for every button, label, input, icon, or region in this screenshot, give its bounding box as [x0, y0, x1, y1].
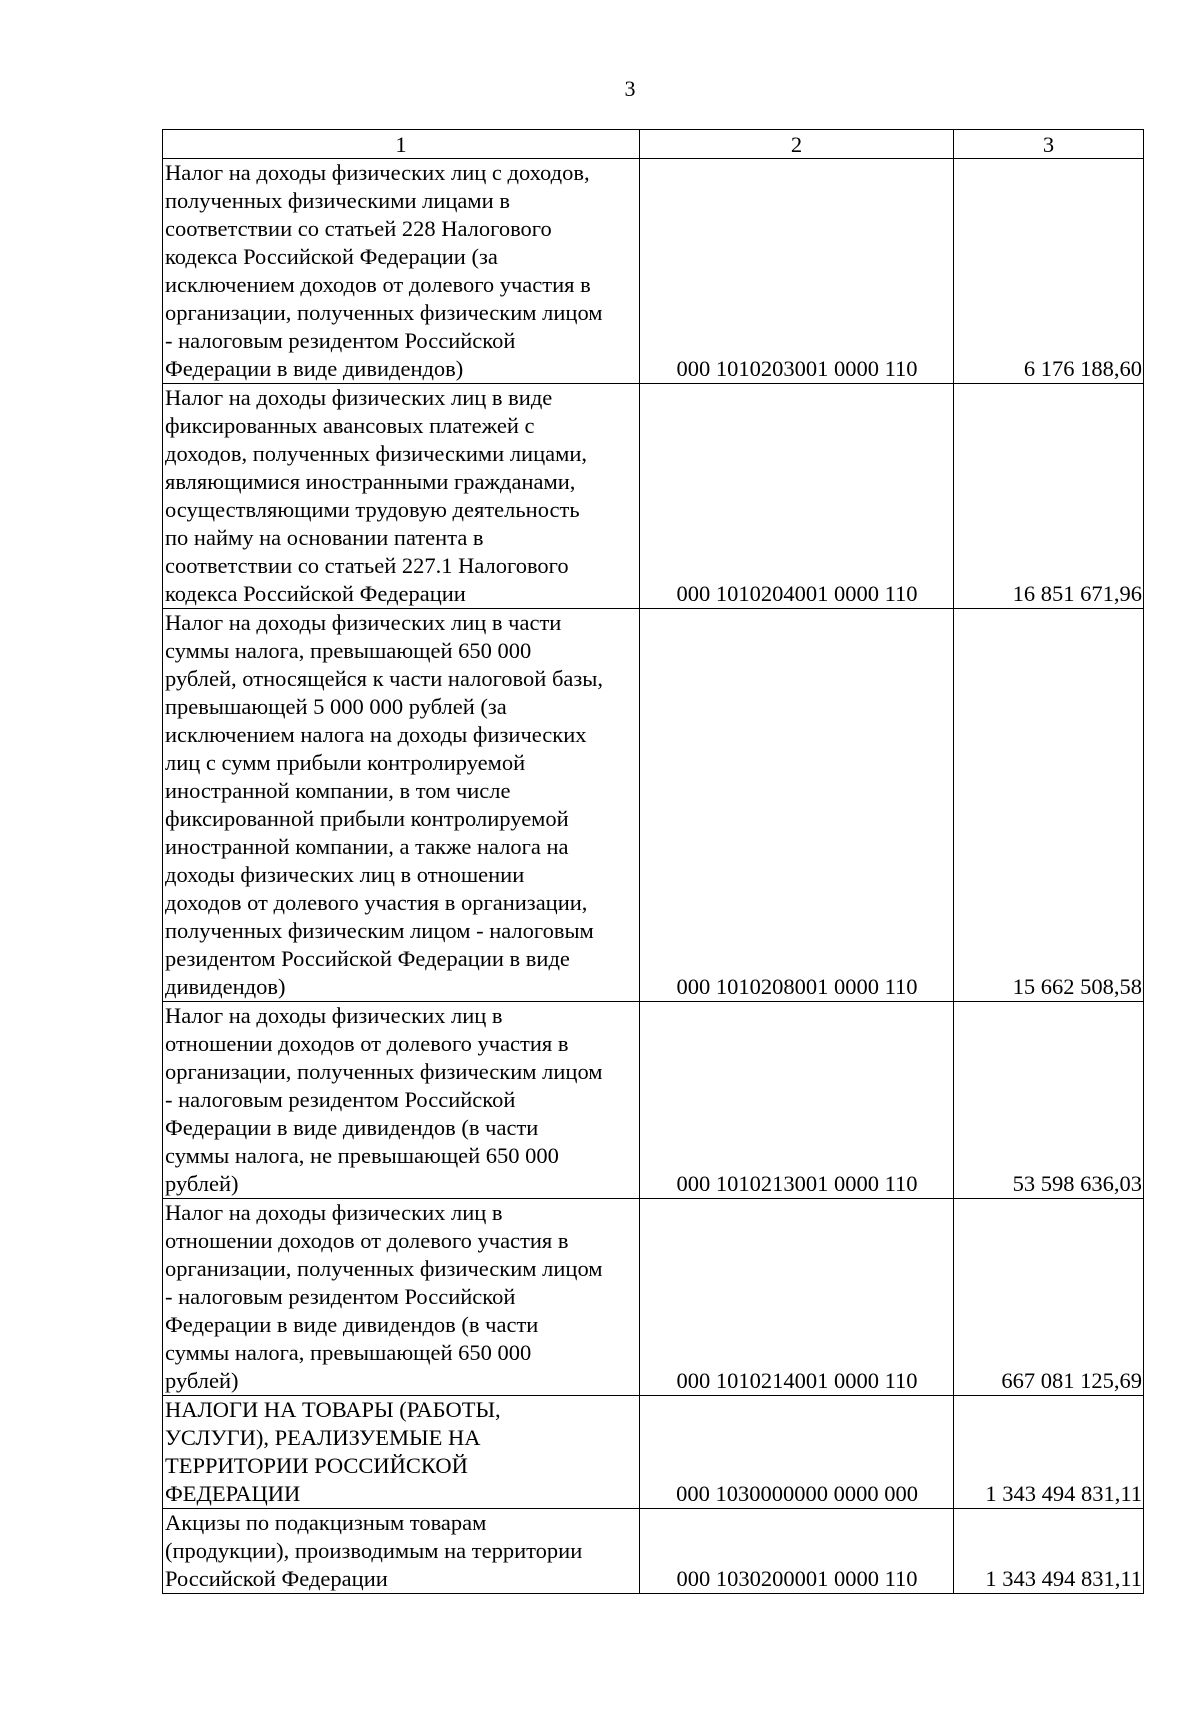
row-amount: 16 851 671,96: [954, 384, 1144, 609]
table-row: [163, 159, 1144, 384]
row-amount: 15 662 508,58: [954, 609, 1144, 1002]
column-header-3: 3: [954, 130, 1144, 159]
row-code: 000 1030000000 0000 000: [640, 1396, 954, 1509]
row-code: 000 1010203001 0000 110: [640, 159, 954, 384]
row-name: Налог на доходы физических лиц в отношении доходов от долевого участия в организации, полученных физическим лицом - налоговым резидентом Российской Федерации в виде дивидендов (в части суммы налога, не превышающей 650 000 рублей): [163, 1002, 640, 1199]
revenue-table: [162, 129, 1144, 1594]
row-code: 000 1010214001 0000 110: [640, 1199, 954, 1396]
table-row: [163, 1002, 1144, 1199]
row-amount: 1 343 494 831,11: [954, 1509, 1144, 1594]
row-name: Налог на доходы физических лиц в части суммы налога, превышающей 650 000 рублей, относящейся к части налоговой базы, превышающей 5 000 000 рублей (за исключением налога на доходы физических лиц с сумм прибыли контролируемой иностранной компании, в том числе фиксированной прибыли контролируемой иностранной компании, а также налога на доходы физических лиц в отношении доходов от долевого участия в организации, полученных физическим лицом - налоговым резидентом Российской Федерации в виде дивидендов): [163, 609, 640, 1002]
row-name: Налог на доходы физических лиц в отношении доходов от долевого участия в организации, полученных физическим лицом - налоговым резидентом Российской Федерации в виде дивидендов (в части суммы налога, превышающей 650 000 рублей): [163, 1199, 640, 1396]
row-amount: 53 598 636,03: [954, 1002, 1144, 1199]
table-row: [163, 384, 1144, 609]
column-header-1: 1: [163, 130, 640, 159]
row-code: 000 1030200001 0000 110: [640, 1509, 954, 1594]
table-row: [163, 1199, 1144, 1396]
table-row: [163, 1396, 1144, 1509]
row-amount: 6 176 188,60: [954, 159, 1144, 384]
table-header-row: [163, 130, 1144, 159]
column-header-2: 2: [640, 130, 954, 159]
row-name: Налог на доходы физических лиц в виде фиксированных авансовых платежей с доходов, полученных физическими лицами, являющимися иностранными гражданами, осуществляющими трудовую деятельность по найму на основании патента в соответствии со статьей 227.1 Налогового кодекса Российской Федерации: [163, 384, 640, 609]
row-name: Акцизы по подакцизным товарам (продукции), производимым на территории Российской Федерации: [163, 1509, 640, 1594]
row-code: 000 1010208001 0000 110: [640, 609, 954, 1002]
page-number: 3: [624, 76, 636, 101]
row-code: 000 1010204001 0000 110: [640, 384, 954, 609]
table-row: [163, 609, 1144, 1002]
row-amount: 667 081 125,69: [954, 1199, 1144, 1396]
row-name: Налог на доходы физических лиц с доходов, полученных физическими лицами в соответствии со статьей 228 Налогового кодекса Российской Федерации (за исключением доходов от долевого участия в организации, полученных физическим лицом - налоговым резидентом Российской Федерации в виде дивидендов): [163, 159, 640, 384]
table-row: [163, 1509, 1144, 1594]
row-code: 000 1010213001 0000 110: [640, 1002, 954, 1199]
row-amount: 1 343 494 831,11: [954, 1396, 1144, 1509]
row-name: НАЛОГИ НА ТОВАРЫ (РАБОТЫ, УСЛУГИ), РЕАЛИЗУЕМЫЕ НА ТЕРРИТОРИИ РОССИЙСКОЙ ФЕДЕРАЦИИ: [163, 1396, 640, 1509]
